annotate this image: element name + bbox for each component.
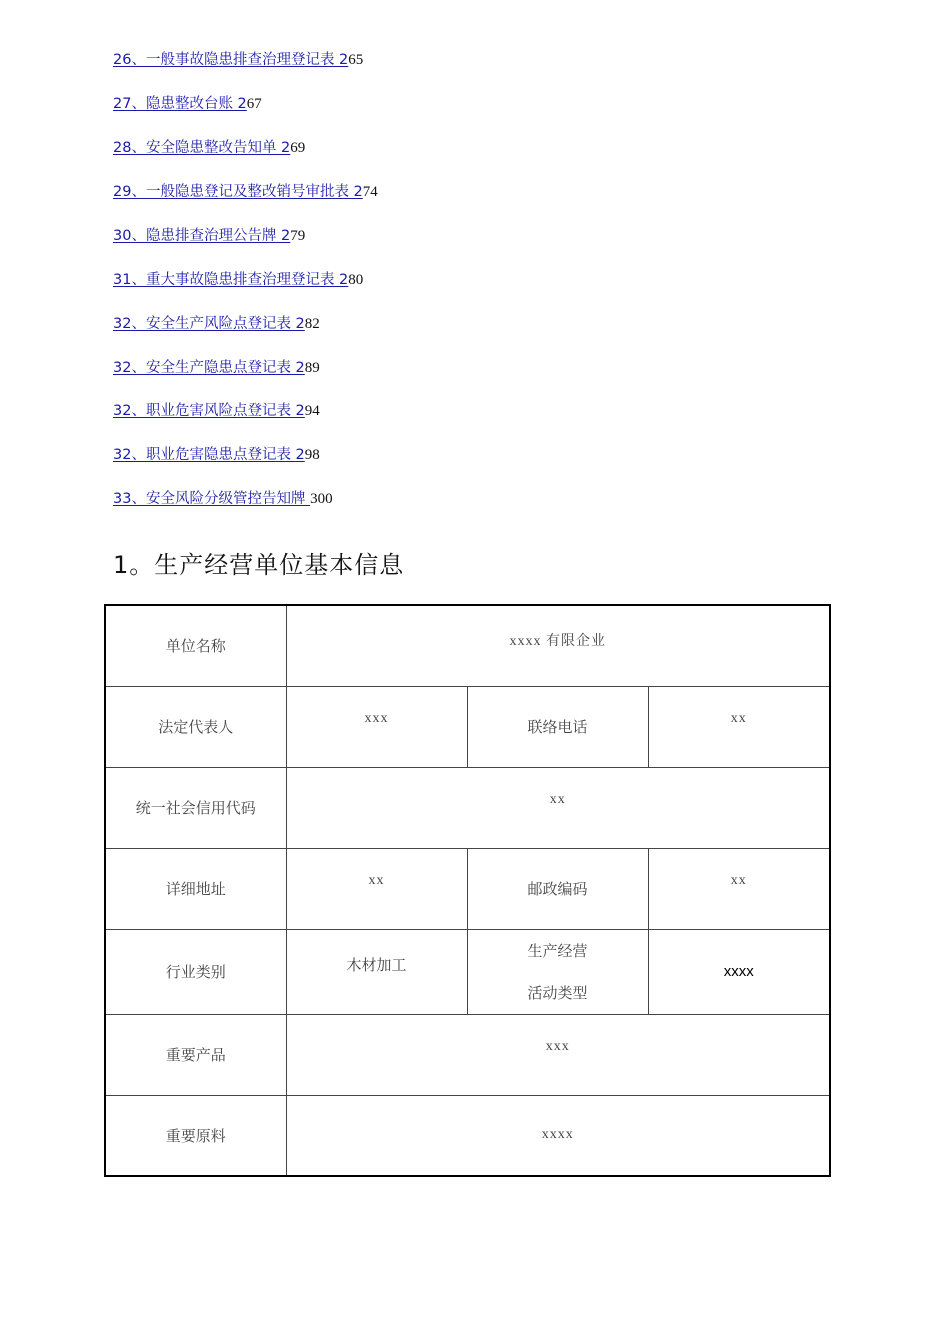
postcode-value: xx [648, 848, 830, 929]
credit-code-label: 统一社会信用代码 [105, 767, 286, 848]
activity-type-label-line2: 活动类型 [527, 983, 588, 1002]
toc-page-number: 79 [290, 228, 306, 244]
activity-type-label [467, 929, 648, 1014]
phone-label: 联络电话 [467, 686, 648, 767]
table-row [105, 1095, 830, 1176]
toc-item[interactable] [113, 138, 305, 157]
address-value: xx [286, 848, 467, 929]
phone-value: xx [648, 686, 830, 767]
material-label: 重要原料 [105, 1095, 286, 1176]
table-row [105, 929, 830, 1014]
toc-page-number: 82 [304, 316, 320, 332]
postcode-label: 邮政编码 [467, 848, 648, 929]
table-row [105, 767, 830, 848]
toc-page-number: 94 [304, 403, 320, 419]
product-label: 重要产品 [105, 1014, 286, 1095]
toc-link[interactable]: 32、职业危害风险点登记表 2 [113, 403, 305, 419]
table-row [105, 848, 830, 929]
toc-page-number: 89 [304, 360, 320, 376]
activity-type-value: xxxx [648, 929, 830, 1014]
toc-item[interactable] [113, 50, 363, 69]
toc-item[interactable] [113, 182, 378, 201]
toc-link[interactable]: 27、隐患整改台账 2 [113, 96, 247, 112]
toc-link[interactable]: 31、重大事故隐患排查治理登记表 2 [113, 272, 349, 288]
toc-item[interactable] [113, 445, 320, 464]
toc-item[interactable] [113, 489, 333, 508]
legal-rep-value: xxx [286, 686, 467, 767]
toc-page-number: 300 [310, 491, 333, 507]
toc-link[interactable]: 30、隐患排查治理公告牌 2 [113, 228, 291, 244]
toc-item[interactable] [113, 226, 305, 245]
toc-item[interactable] [113, 94, 262, 113]
legal-rep-label: 法定代表人 [105, 686, 286, 767]
address-label: 详细地址 [105, 848, 286, 929]
toc-item[interactable] [113, 270, 363, 289]
toc-item[interactable] [113, 401, 320, 420]
toc-page-number: 65 [348, 52, 364, 68]
toc-page-number: 67 [246, 96, 262, 112]
credit-code-value: xx [286, 767, 830, 848]
activity-type-label-line1: 生产经营 [527, 941, 588, 960]
toc-page-number: 69 [290, 140, 306, 156]
unit-name-value: xxxx 有限企业 [286, 605, 830, 686]
toc-link[interactable]: 26、一般事故隐患排查治理登记表 2 [113, 52, 349, 68]
unit-name-label: 单位名称 [105, 605, 286, 686]
industry-label: 行业类别 [105, 929, 286, 1014]
industry-value: 木材加工 [286, 929, 467, 1014]
toc-link[interactable]: 29、一般隐患登记及整改销号审批表 2 [113, 184, 363, 200]
basic-info-table [104, 604, 831, 1177]
material-value: xxxx [286, 1095, 830, 1176]
section-title: 1。生产经营单位基本信息 [113, 551, 405, 579]
toc-page-number: 98 [304, 447, 320, 463]
toc-link[interactable]: 32、安全生产隐患点登记表 2 [113, 360, 305, 376]
toc-link[interactable]: 28、安全隐患整改告知单 2 [113, 140, 291, 156]
table-row [105, 605, 830, 686]
toc-item[interactable] [113, 358, 320, 377]
toc-link[interactable]: 32、职业危害隐患点登记表 2 [113, 447, 305, 463]
toc-item[interactable] [113, 314, 320, 333]
table-row [105, 1014, 830, 1095]
toc-link[interactable]: 33、安全风险分级管控告知牌 [113, 491, 311, 507]
table-row [105, 686, 830, 767]
toc-page-number: 80 [348, 272, 364, 288]
toc-link[interactable]: 32、安全生产风险点登记表 2 [113, 316, 305, 332]
product-value: xxx [286, 1014, 830, 1095]
toc-page-number: 74 [362, 184, 378, 200]
